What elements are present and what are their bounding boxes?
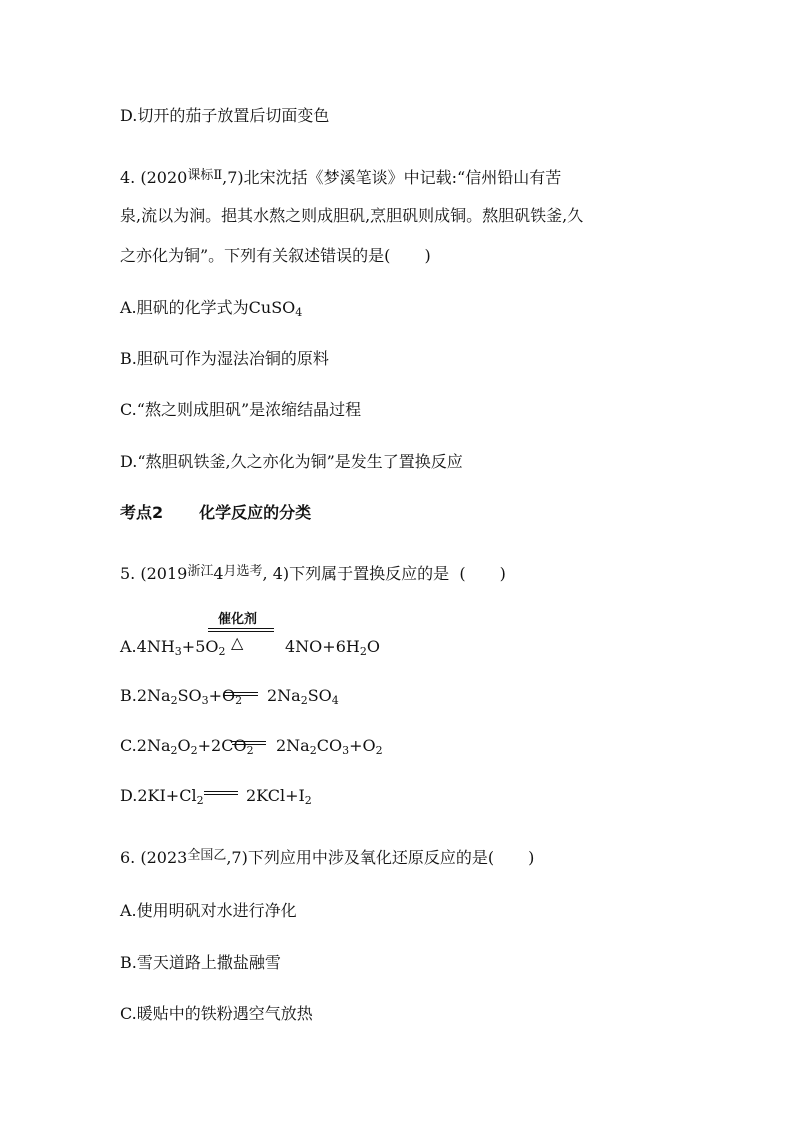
equation-bar-top [204,791,238,792]
q5-source-1: 浙江 [187,564,214,579]
q4-number: 4. (2020 [120,168,188,187]
equation-bar-top [224,692,258,693]
q5-option-a-products: $4NO+6H_2O$ [285,637,380,658]
q6-option-a: A.使用明矾对水进行净化 [120,901,297,920]
equation-bar-bottom [224,695,258,696]
equation-bar-top [232,741,266,742]
q5-option-a-reactants: $A.4NH_3+5O_2$ [120,637,226,658]
q6-paren-close: ) [528,848,535,867]
q5-option-d-products: $2KCl+I_2$ [246,786,312,807]
section-label: 考点2 [120,503,164,522]
q3-option-d: D.切开的茄子放置后切面变色 [120,106,330,125]
q4-option-b: B.胆矾可作为湿法冶铜的原料 [120,349,329,368]
equation-bar-bottom [204,794,238,795]
q4-option-a [120,298,302,318]
q5-source-month: 4 [213,564,224,583]
q6-source: 全国乙 [187,848,227,863]
q4-stem-line3-text: 之亦化为铜”。下列有关叙述错误的是( [120,246,391,265]
q5-number: 5. (2019 [120,564,188,583]
equation-bar-bottom [232,744,266,745]
q4-stem-line3 [120,246,431,266]
q6-option-b: B.雪天道路上撒盐融雪 [120,953,281,972]
q4-source: 课标Ⅱ [187,168,223,183]
q4-option-a-sub: 4 [295,306,303,319]
q5-paren-open: ( [459,564,466,583]
q4-paren-close: ) [424,246,431,265]
q4-option-c: C.“熬之则成胆矾”是浓缩结晶过程 [120,400,362,419]
q5-stem [120,562,506,584]
q5-option-b-products: $2Na_2SO_4$ [267,686,339,707]
section-title: 化学反应的分类 [199,503,312,522]
q4-stem-text: ,7)北宋沈括《梦溪笔谈》中记载:“信州铅山有苦 [222,168,562,187]
q5-option-a-heat: △ [231,633,244,652]
q6-stem-text: ,7)下列应用中涉及氧化还原反应的是( [226,848,495,867]
q5-paren-close: ) [499,564,506,583]
q5-option-c-products: $2Na_2CO_3+O_2$ [276,736,383,757]
q5-option-b-reactants: $B.2Na_2SO_3+O_2$ [120,686,243,707]
section-heading [120,503,311,523]
q5-option-c-reactants: $C.2Na_2O_2+2CO_2$ [120,736,254,757]
q6-stem [120,846,534,868]
q4-stem-line1 [120,166,561,188]
equation-bar-top [208,628,274,629]
equation-bar-bottom [208,631,274,632]
q4-option-d: D.“熬胆矾铁釜,久之亦化为铜”是发生了置换反应 [120,452,463,471]
q5-option-a-catalyst: 催化剂 [218,612,258,627]
q6-number: 6. (2023 [120,848,188,867]
q5-option-d-reactants: $D.2KI+Cl_2$ [120,786,204,807]
q4-stem-line2: 泉,流以为涧。挹其水熬之则成胆矾,烹胆矾则成铜。熬胆矾铁釜,久 [120,206,584,225]
q5-stem-text: , 4)下列属于置换反应的是 [262,564,450,583]
q4-option-a-text: A.胆矾的化学式为CuSO [120,298,296,317]
q6-option-c: C.暖贴中的铁粉遇空气放热 [120,1004,313,1023]
q5-source-2: 月选考 [223,564,263,579]
